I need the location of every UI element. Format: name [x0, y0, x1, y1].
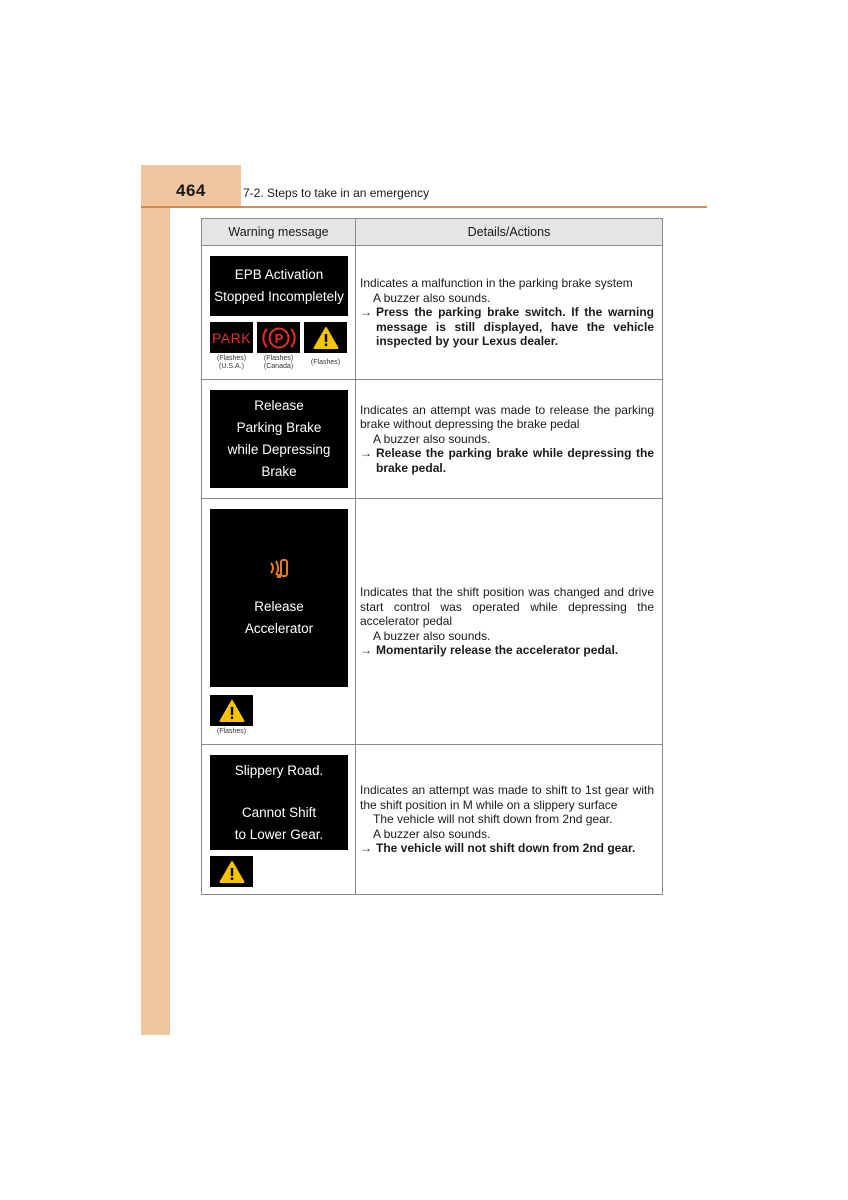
- screen-line: while Depressing: [227, 442, 331, 457]
- action-instruction: [360, 643, 654, 658]
- page-number: 464: [176, 181, 206, 200]
- svg-text:P: P: [274, 330, 283, 346]
- detail-text: Indicates that the shift position was changed and drive start control was operated while depressing the accelerator pedal: [360, 585, 654, 629]
- icon-caption: (Flashes) (U.S.A.): [216, 355, 247, 370]
- warning-triangle-icon: [210, 856, 253, 887]
- parking-brake-icon: [257, 322, 300, 353]
- buzzer-note: A buzzer also sounds.: [373, 826, 491, 841]
- table-row: [202, 246, 663, 380]
- screen-line: Stopped Incompletely: [214, 289, 344, 304]
- table-row: [202, 499, 663, 745]
- display-screen: [210, 509, 348, 687]
- details-cell: [356, 499, 663, 745]
- icon-captions: [210, 728, 355, 736]
- screen-line: Cannot Shift: [241, 804, 317, 820]
- warning-message-cell: [202, 745, 356, 895]
- indicator-icons: [210, 695, 355, 726]
- details-cell: [356, 380, 663, 499]
- buzzer-note: A buzzer also sounds.: [373, 628, 491, 643]
- warning-table: [201, 218, 663, 895]
- arrow-icon: →: [360, 305, 372, 320]
- screen-line: Accelerator: [244, 620, 314, 636]
- screen-line: Parking Brake: [236, 420, 322, 435]
- table-header-row: [202, 219, 663, 246]
- shift-note: The vehicle will not shift down from 2nd gear.: [373, 812, 613, 827]
- action-text: Momentarily release the accelerator pedal.: [376, 643, 619, 658]
- action-instruction: [360, 446, 654, 475]
- table-row: [202, 745, 663, 895]
- side-tab-band: [141, 165, 170, 1035]
- action-instruction: [360, 305, 654, 349]
- detail-text: Indicates an attempt was made to shift to 1st gear with the shift position in M while on a slippery surface: [360, 783, 654, 812]
- warning-message-cell: [202, 499, 356, 745]
- icon-caption: (Flashes): [216, 728, 247, 735]
- col-header-warning: Warning message: [202, 219, 356, 246]
- warning-message-cell: [202, 380, 356, 499]
- warning-triangle-icon: [210, 695, 253, 726]
- header-rule: [141, 206, 707, 208]
- action-instruction: [360, 841, 654, 856]
- arrow-icon: →: [360, 643, 372, 658]
- section-title: 7-2. Steps to take in an emergency: [243, 186, 430, 200]
- screen-line: to Lower Gear.: [234, 826, 324, 842]
- accelerator-icon: [266, 557, 292, 586]
- display-screen: [210, 256, 348, 316]
- col-header-details: Details/Actions: [356, 219, 663, 246]
- park-indicator-icon: PARK: [210, 322, 253, 353]
- indicator-icons: [210, 322, 355, 353]
- indicator-icons: [210, 856, 355, 887]
- action-text: The vehicle will not shift down from 2nd gear.: [376, 841, 636, 856]
- screen-line: Release: [254, 398, 304, 413]
- icon-caption: (Flashes): [310, 359, 341, 366]
- table-row: [202, 380, 663, 499]
- screen-line: EPB Activation: [234, 267, 324, 282]
- action-text: Press the parking brake switch. If the warning message is still displayed, have the vehicle inspected by your Lexus dealer.: [376, 305, 654, 349]
- arrow-icon: →: [360, 841, 372, 856]
- icon-caption: (Flashes) (Canada): [263, 355, 294, 370]
- buzzer-note: A buzzer also sounds.: [373, 290, 491, 305]
- screen-line: Slippery Road.: [234, 762, 324, 778]
- arrow-icon: →: [360, 446, 372, 461]
- icon-captions: [210, 355, 355, 371]
- buzzer-note: A buzzer also sounds.: [373, 431, 491, 446]
- detail-text: Indicates an attempt was made to release the parking brake without depressing the brake pedal: [360, 402, 654, 432]
- screen-line: Brake: [261, 464, 297, 479]
- action-text: Release the parking brake while depressing the brake pedal.: [376, 446, 654, 475]
- details-cell: [356, 745, 663, 895]
- display-screen: [210, 390, 348, 488]
- display-screen: [210, 755, 348, 850]
- warning-triangle-icon: [304, 322, 347, 353]
- warning-message-cell: [202, 246, 356, 380]
- detail-text: Indicates a malfunction in the parking brake system: [360, 276, 633, 291]
- details-cell: [356, 246, 663, 380]
- screen-line: Release: [254, 598, 304, 614]
